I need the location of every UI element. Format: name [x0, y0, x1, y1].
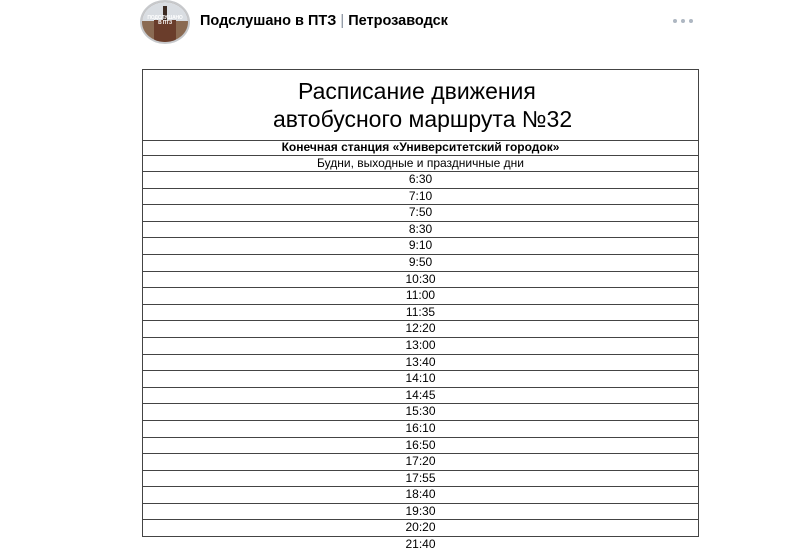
group-name: Подслушано в ПТЗ [200, 13, 337, 29]
departure-time-row: 21:40 [405, 537, 436, 552]
terminal-station: Конечная станция «Университетский городок» [143, 140, 698, 156]
departure-time-row: 16:50 [143, 438, 698, 455]
departure-time-row: 14:10 [143, 371, 698, 388]
departure-time-row: 15:30 [143, 404, 698, 421]
schedule-title-line1: Расписание движения [298, 78, 536, 104]
schedule-title-line2: автобусного маршрута №32 [273, 106, 573, 132]
departure-time-row: 9:50 [143, 255, 698, 272]
schedule-title-block [143, 70, 698, 141]
group-city: Петрозаводск [348, 13, 448, 29]
departure-time-row: 19:30 [143, 504, 698, 521]
departure-times-list [143, 172, 698, 554]
departure-time-row: 13:40 [143, 355, 698, 372]
departure-time-row: 17:55 [143, 471, 698, 488]
departure-time-row: 11:00 [143, 288, 698, 305]
more-dots-icon[interactable] [672, 12, 694, 28]
departure-time-row: 14:45 [143, 388, 698, 405]
departure-time-row: 7:10 [143, 189, 698, 206]
post-header [0, 0, 787, 50]
departure-time-row: 7:50 [143, 205, 698, 222]
days-label: Будни, выходные и праздничные дни [143, 156, 698, 172]
group-name-separator: | [336, 13, 349, 29]
departure-time-row: 9:10 [143, 238, 698, 255]
departure-time-row: 20:20 [143, 520, 698, 537]
departure-time-row: 10:30 [143, 272, 698, 289]
departure-time-row: 17:20 [143, 454, 698, 471]
group-name-link[interactable] [200, 13, 448, 29]
departure-time-row: 8:30 [143, 222, 698, 239]
departure-time-row: 16:10 [143, 421, 698, 438]
departure-time-row: 6:30 [143, 172, 698, 189]
schedule-image[interactable] [142, 69, 699, 552]
avatar-logo-text: ПОДСЛУШАНО В ПТЗ [147, 15, 183, 26]
departure-time-row: 11:35 [143, 305, 698, 322]
departure-time-row: 18:40 [143, 487, 698, 504]
group-avatar[interactable] [140, 0, 190, 44]
departure-time-row: 12:20 [143, 321, 698, 338]
departure-time-row: 13:00 [143, 338, 698, 355]
